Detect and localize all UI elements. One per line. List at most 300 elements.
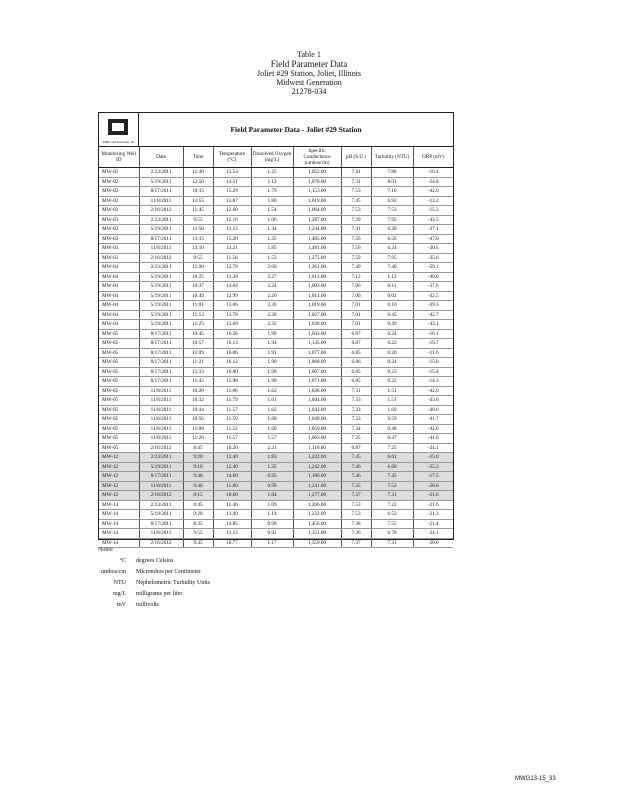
cell-ph: 7.31 (341, 386, 371, 396)
cell-sc: 1,068.00 (293, 358, 341, 368)
cell-time: 9:55 (183, 253, 213, 263)
table-row (99, 215, 453, 225)
cell-well: MW-04 (99, 272, 139, 282)
cell-date: 5/19/2011 (139, 320, 183, 330)
cell-temp: 13.15 (213, 529, 251, 539)
cell-temp: 15.20 (213, 234, 251, 244)
cell-time: 9:20 (183, 510, 213, 520)
cell-do: 2.20 (251, 291, 293, 301)
cell-temp: 16.13 (213, 339, 251, 349)
cell-orp: -14.3 (413, 377, 453, 387)
cell-turb: 1.51 (371, 396, 413, 406)
cell-temp: 16.00 (213, 367, 251, 377)
cell-temp: 11.57 (213, 434, 251, 444)
cell-turb: 7.31 (371, 491, 413, 501)
column-header: pH (S.U.) (341, 147, 371, 168)
cell-turb: 7.95 (371, 253, 413, 263)
cell-turb: 7.10 (371, 187, 413, 197)
note-abbreviation: NTU (113, 580, 126, 586)
cell-date: 2/23/2011 (139, 215, 183, 225)
cell-turb: 0.20 (371, 348, 413, 358)
table-row (99, 206, 453, 216)
table-row (99, 529, 453, 539)
table-row (99, 339, 453, 349)
cell-well: MW-12 (99, 472, 139, 482)
cell-sc: 1,206.00 (293, 500, 341, 510)
cell-do: 1.90 (251, 367, 293, 377)
cell-orp: -11.6 (413, 348, 453, 358)
cell-do: 1.53 (251, 253, 293, 263)
cell-time: 11:01 (183, 301, 213, 311)
cell-date: 8/17/2011 (139, 358, 183, 368)
cell-date: 11/8/2011 (139, 434, 183, 444)
cell-turb: 6.61 (371, 453, 413, 463)
cell-date: 2/16/2012 (139, 206, 183, 216)
field-parameter-table (98, 112, 454, 546)
cell-time: 10:49 (183, 291, 213, 301)
cell-do: 1.17 (251, 538, 293, 548)
cell-well: MW-05 (99, 424, 139, 434)
table-row (99, 320, 453, 330)
cell-well: MW-12 (99, 481, 139, 491)
cell-ph: 7.06 (341, 291, 371, 301)
header-table-number: Table 1 (297, 50, 321, 59)
cell-temp: 13.40 (213, 510, 251, 520)
cell-ph: 7.33 (341, 396, 371, 406)
note-description: Micromhos per Centimeter (136, 569, 201, 575)
cell-time: 11:20 (183, 434, 213, 444)
cell-sc: 1,027.00 (293, 310, 341, 320)
cell-sc: 1,044.00 (293, 396, 341, 406)
cell-ph: 7.12 (341, 272, 371, 282)
table-row (99, 310, 453, 320)
cell-temp: 13.21 (213, 244, 251, 254)
cell-ph: 7.06 (341, 282, 371, 292)
cell-turb: 1.51 (371, 386, 413, 396)
cell-sc: 1,351.00 (293, 529, 341, 539)
cell-do: 1.04 (251, 491, 293, 501)
cell-well: MW-12 (99, 462, 139, 472)
cell-temp: 11.52 (213, 424, 251, 434)
cell-turb: 6.24 (371, 244, 413, 254)
cell-temp: 11.56 (213, 253, 251, 263)
cell-well: MW-14 (99, 538, 139, 548)
cell-temp: 10.60 (213, 491, 251, 501)
cell-date: 11/8/2011 (139, 481, 183, 491)
cell-date: 5/19/2011 (139, 301, 183, 311)
cell-temp: 10.20 (213, 443, 251, 453)
cell-orp: -37.6 (413, 282, 453, 292)
cell-do: 2.24 (251, 282, 293, 292)
column-header: Time (183, 147, 213, 168)
cell-date: 2/23/2011 (139, 263, 183, 273)
cell-well: MW-04 (99, 282, 139, 292)
cell-date: 8/17/2011 (139, 367, 183, 377)
note-item (98, 578, 358, 589)
cell-ph: 7.33 (341, 405, 371, 415)
cell-ph: 6.85 (341, 367, 371, 377)
cell-well: MW-05 (99, 443, 139, 453)
cell-do: 1.34 (251, 225, 293, 235)
cell-do: 1.57 (251, 434, 293, 444)
cell-do: 1.25 (251, 168, 293, 178)
table-row (99, 196, 453, 206)
cell-ph: 7.45 (341, 453, 371, 463)
cell-do: 0.90 (251, 519, 293, 529)
cell-temp: 13.78 (213, 310, 251, 320)
table-row (99, 491, 453, 501)
cell-well: MW-02 (99, 206, 139, 216)
cell-sc: 1,049.00 (293, 415, 341, 425)
cell-date: 11/8/2011 (139, 244, 183, 254)
cell-well: MW-14 (99, 500, 139, 510)
cell-orp: -43.5 (413, 215, 453, 225)
cell-time: 11:00 (183, 263, 213, 273)
cell-sc: 1,153.00 (293, 187, 341, 197)
cell-date: 8/17/2011 (139, 339, 183, 349)
note-item (98, 589, 358, 600)
cell-time: 10:45 (183, 329, 213, 339)
cell-sc: 1,012.00 (293, 272, 341, 282)
note-abbreviation: umhos/cm (101, 569, 126, 575)
cell-turb: 7.55 (371, 519, 413, 529)
cell-temp: 13.51 (213, 177, 251, 187)
table-row (99, 377, 453, 387)
cell-temp: 12.16 (213, 215, 251, 225)
cell-date: 5/19/2011 (139, 272, 183, 282)
cell-well: MW-02 (99, 187, 139, 197)
cell-temp: 12.40 (213, 453, 251, 463)
cell-do: 1.90 (251, 358, 293, 368)
header-table-title: Field Parameter Data (270, 59, 348, 69)
cell-turb: 6.56 (371, 234, 413, 244)
cell-ph: 7.53 (341, 206, 371, 216)
table-row (99, 386, 453, 396)
cell-do: 0.95 (251, 472, 293, 482)
cell-date: 2/16/2012 (139, 491, 183, 501)
cell-do: 1.14 (251, 510, 293, 520)
table-row (99, 234, 453, 244)
cell-date: 2/23/2011 (139, 168, 183, 178)
cell-time: 11:21 (183, 358, 213, 368)
cell-turb: 0.22 (371, 377, 413, 387)
notes-section (98, 545, 358, 611)
cell-well: MW-04 (99, 263, 139, 273)
cell-turb: 0.49 (371, 320, 413, 330)
cell-well: MW-04 (99, 310, 139, 320)
cell-well: MW-14 (99, 529, 139, 539)
note-description: degrees Celsius (136, 558, 174, 564)
cell-orp: -43.0 (413, 396, 453, 406)
cell-date: 5/19/2011 (139, 225, 183, 235)
cell-temp: 11.86 (213, 386, 251, 396)
cell-orp: -37.1 (413, 225, 453, 235)
cell-well: MW-02 (99, 196, 139, 206)
table-row (99, 424, 453, 434)
cell-sc: 1,077.00 (293, 348, 341, 358)
cell-orp: -42.0 (413, 187, 453, 197)
cell-temp: 11.59 (213, 415, 251, 425)
cell-turb: 7.31 (371, 538, 413, 548)
bates-stamp: MWG13-15_33 (515, 776, 556, 782)
cell-time: 9:10 (183, 462, 213, 472)
cell-do: 2.21 (251, 443, 293, 453)
cell-well: MW-02 (99, 177, 139, 187)
cell-turb: 0.23 (371, 367, 413, 377)
cell-well: MW-05 (99, 329, 139, 339)
cell-turb: 7.45 (371, 472, 413, 482)
cell-ph: 6.85 (341, 377, 371, 387)
cell-temp: 13.15 (213, 225, 251, 235)
cell-time: 8:45 (183, 500, 213, 510)
cell-sc: 1,456.00 (293, 519, 341, 529)
cell-time: 10:15 (183, 187, 213, 197)
header-client: Midwest Generation (276, 78, 342, 87)
table-row (99, 263, 453, 273)
cell-well: MW-12 (99, 453, 139, 463)
cell-orp: -24.1 (413, 443, 453, 453)
cell-date: 11/8/2011 (139, 415, 183, 425)
cell-turb: 0.59 (371, 415, 413, 425)
cell-time: 9:55 (183, 529, 213, 539)
cell-sc: 1,116.00 (293, 443, 341, 453)
cell-sc: 1,481.00 (293, 244, 341, 254)
cell-sc: 1,359.00 (293, 538, 341, 548)
cell-sc: 1,014.00 (293, 291, 341, 301)
table-row (99, 168, 453, 178)
cell-orp: -15.3 (413, 206, 453, 216)
cell-do: 1.06 (251, 215, 293, 225)
cell-turb: 1.12 (371, 272, 413, 282)
cell-time: 10:37 (183, 282, 213, 292)
cell-sc: 1,222.00 (293, 453, 341, 463)
cell-date: 11/8/2011 (139, 529, 183, 539)
cell-sc: 1,071.00 (293, 377, 341, 387)
cell-do: 1.61 (251, 396, 293, 406)
note-item (98, 567, 358, 578)
cell-sc: 1,261.00 (293, 263, 341, 273)
cell-turb: 7.86 (371, 168, 413, 178)
cell-date: 11/8/2011 (139, 396, 183, 406)
cell-date: 11/8/2011 (139, 386, 183, 396)
column-header: Dissolved Oxygen (mg/L) (251, 147, 293, 168)
cell-orp: -17.5 (413, 472, 453, 482)
cell-date: 8/17/2011 (139, 234, 183, 244)
cell-temp: 13.87 (213, 196, 251, 206)
cell-orp: -59.1 (413, 263, 453, 273)
cell-ph: 7.59 (341, 253, 371, 263)
table-row (99, 462, 453, 472)
table-row (99, 244, 453, 254)
cell-sc: 1,232.00 (293, 510, 341, 520)
cell-sc: 1,052.00 (293, 168, 341, 178)
cell-do: 1.54 (251, 206, 293, 216)
cell-ph: 7.33 (341, 415, 371, 425)
cell-well: MW-05 (99, 377, 139, 387)
cell-ph: 7.41 (341, 225, 371, 235)
cell-turb: 7.52 (371, 481, 413, 491)
cell-time: 11:09 (183, 348, 213, 358)
cell-date: 5/19/2011 (139, 310, 183, 320)
table-row (99, 272, 453, 282)
cell-temp: 12.60 (213, 206, 251, 216)
cell-temp: 11.57 (213, 405, 251, 415)
cell-temp: 11.80 (213, 481, 251, 491)
cell-ph: 7.34 (341, 424, 371, 434)
column-header: Date (139, 147, 183, 168)
cell-do: 2.00 (251, 263, 293, 273)
cell-turb: 0.02 (371, 291, 413, 301)
cell-orp: -28.6 (413, 481, 453, 491)
column-header: Turbidity (NTU) (371, 147, 413, 168)
table-row (99, 282, 453, 292)
cell-sc: 1,241.00 (293, 481, 341, 491)
cell-well: MW-05 (99, 367, 139, 377)
cell-sc: 1,064.00 (293, 206, 341, 216)
cell-time: 11:25 (183, 320, 213, 330)
cell-ph: 7.53 (341, 500, 371, 510)
cell-time: 13:10 (183, 244, 213, 254)
cell-do: 1.90 (251, 377, 293, 387)
cell-turb: 0.10 (371, 301, 413, 311)
table-row (99, 348, 453, 358)
cell-time: 10:57 (183, 339, 213, 349)
cell-time: 9:40 (183, 472, 213, 482)
cell-turb: 6.52 (371, 510, 413, 520)
cell-turb: 6.92 (371, 196, 413, 206)
table-row (99, 519, 453, 529)
cell-orp: -24.8 (413, 177, 453, 187)
cell-orp: -13.2 (413, 196, 453, 206)
notes-list (98, 556, 358, 611)
cell-orp: -42.0 (413, 386, 453, 396)
cell-do: 1.62 (251, 386, 293, 396)
cell-orp: -30.5 (413, 244, 453, 254)
note-item (98, 600, 358, 611)
cell-date: 11/8/2011 (139, 405, 183, 415)
cell-ph: 6.86 (341, 358, 371, 368)
cell-ph: 6.85 (341, 348, 371, 358)
cell-time: 11:33 (183, 367, 213, 377)
column-header: Specific Conductance (umhos/cm) (293, 147, 341, 168)
cell-date: 2/23/2011 (139, 500, 183, 510)
note-description: millivolts (136, 602, 160, 608)
cell-time: 10:25 (183, 272, 213, 282)
column-header: Temperature (°C) (213, 147, 251, 168)
cell-temp: 13.54 (213, 168, 251, 178)
table-row (99, 396, 453, 406)
cell-date: 8/17/2011 (139, 329, 183, 339)
cell-sc: 1,244.00 (293, 225, 341, 235)
cell-turb: 7.22 (371, 500, 413, 510)
cell-orp: -21.3 (413, 510, 453, 520)
cell-ph: 7.01 (341, 310, 371, 320)
cell-do: 1.68 (251, 415, 293, 425)
cell-temp: 12.78 (213, 263, 251, 273)
cell-sc: 1,242.00 (293, 462, 341, 472)
cell-ph: 7.01 (341, 320, 371, 330)
cell-ph: 7.01 (341, 301, 371, 311)
cell-do: 1.99 (251, 329, 293, 339)
cell-orp: -24.1 (413, 529, 453, 539)
cell-sc: 1,059.00 (293, 424, 341, 434)
cell-sc: 1,003.00 (293, 282, 341, 292)
cell-do: 2.27 (251, 272, 293, 282)
cell-do: 0.92 (251, 529, 293, 539)
cell-time: 10:32 (183, 396, 213, 406)
cell-well: MW-04 (99, 291, 139, 301)
cell-orp: -40.0 (413, 272, 453, 282)
cell-ph: 6.87 (341, 329, 371, 339)
cell-orp: -39.3 (413, 301, 453, 311)
cell-time: 10:20 (183, 386, 213, 396)
cell-turb: 7.95 (371, 215, 413, 225)
table-row (99, 367, 453, 377)
cell-orp: -19.7 (413, 339, 453, 349)
cell-orp: -21.4 (413, 519, 453, 529)
cell-orp: -20.6 (413, 538, 453, 548)
cell-ph: 7.56 (341, 234, 371, 244)
cell-well: MW-04 (99, 320, 139, 330)
cell-turb: 7.25 (371, 443, 413, 453)
cell-ph: 6.87 (341, 443, 371, 453)
cell-ph: 7.31 (341, 177, 371, 187)
cell-sc: 1,067.00 (293, 367, 341, 377)
cell-time: 11:45 (183, 206, 213, 216)
cell-temp: 14.60 (213, 472, 251, 482)
cell-temp: 10.77 (213, 538, 251, 548)
cell-orp: -42.7 (413, 310, 453, 320)
cell-ph: 7.56 (341, 244, 371, 254)
cell-do: 1.35 (251, 234, 293, 244)
cell-time: 11:55 (183, 196, 213, 206)
cell-temp: 15.98 (213, 377, 251, 387)
cell-well: MW-12 (99, 491, 139, 501)
cell-date: 2/16/2012 (139, 253, 183, 263)
table-row (99, 443, 453, 453)
cell-temp: 12.40 (213, 462, 251, 472)
cell-do: 1.09 (251, 500, 293, 510)
cell-turb: 0.24 (371, 329, 413, 339)
cell-well: MW-03 (99, 253, 139, 263)
cell-do: 1.60 (251, 424, 293, 434)
header-project-number: 21278-034 (291, 87, 327, 96)
cell-well: MW-05 (99, 396, 139, 406)
table-row (99, 177, 453, 187)
cell-turb: 8.01 (371, 177, 413, 187)
cell-well: MW-14 (99, 510, 139, 520)
table-row (99, 291, 453, 301)
cell-time: 11:08 (183, 424, 213, 434)
table-row (99, 472, 453, 482)
cell-turb: 0.47 (371, 434, 413, 444)
table-row (99, 187, 453, 197)
cell-well: MW-05 (99, 415, 139, 425)
cell-date: 8/17/2011 (139, 472, 183, 482)
cell-temp: 14.85 (213, 519, 251, 529)
cell-date: 2/16/2012 (139, 443, 183, 453)
table-header-row (99, 147, 453, 168)
cell-date: 5/19/2011 (139, 510, 183, 520)
cell-temp: 16.12 (213, 358, 251, 368)
table-row (99, 301, 453, 311)
cell-orp: -21.6 (413, 500, 453, 510)
cell-date: 5/19/2011 (139, 462, 183, 472)
cell-temp: 12.99 (213, 291, 251, 301)
cell-time: 9:55 (183, 215, 213, 225)
cell-date: 5/19/2011 (139, 177, 183, 187)
logo-caption: KPRG and Associates, Inc. (102, 140, 136, 144)
